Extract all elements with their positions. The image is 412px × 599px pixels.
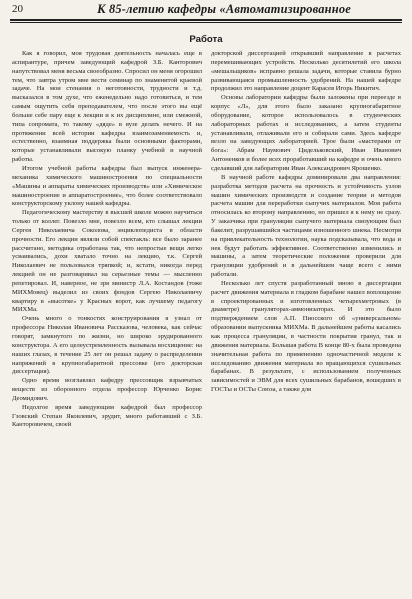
page-number: 20 xyxy=(12,3,23,15)
paragraph: В научной работе кафедры доминировали два направления: разработка методов расчета на прочность и устойчивость узлов машин химических производств и создание теории и методов расчета машин для переработки сыпучих материалов. Моя работа относилась ко второму направлению, но пришел я к нему не сразу. У заказчика при грануляции сыпучего материала связующим был бакелит, разрушавшийся частицами изношенного шнека. Несмотря на привлекательность технологии, наука подсказывала, что вода и нек будут работать эффективнее. Соответственно изменились и машины, а затем теоретические положения проверили для грануляции удобрений и в дальнейшем чаще всего с ними работали. xyxy=(211,173,401,279)
paragraph: докторской диссертацией открывший направление в расчетах перемешивающих устройств. Несколько десятилетий его школа «мешальщиков» исправно решала задачи, которые ставила бурно развивающаяся промышленность удобрений. На нашей кафедре продолжил это направление доцент Карасев Игорь Никитич. xyxy=(211,50,401,93)
header-rule-thin xyxy=(10,22,402,23)
paragraph: Одно время возглавлял кафедру прессовщик взрывчатых веществ из оборонного отдела профессор Юрченко Борис Деомидович. xyxy=(12,377,202,402)
right-column xyxy=(211,50,401,590)
left-column xyxy=(12,50,202,590)
paragraph: Очень много о тонкостях конструирования я узнал от профессора Николая Ивановича Рассказова, человека, как сейчас говорят, замкнутого по жизни, но широко эрудированного конструктора. А его целеустремленность вызывала восхищение: на наших глазах, в течение 25 лет он решал задачу о распределении напряжений в крупногабаритной прессовке (его докторская диссертация). xyxy=(12,315,202,376)
paragraph: Недолгое время заведующим кафедрой был профессор Гзовский Степан Яковлевич, эрудит, много работавший с З.Б. Канторовичем, своей xyxy=(12,403,202,429)
paragraph: Основы лаборатории кафедры были заложены при переезде в корпус «Л», для этого было заказано крупногабаритное оборудование, которое использовалось в студенческих лабораторных работах и исследованиях, а затем студенты устанавливали, отлаживали его и собирали сами. Здесь кафедре везло на заведующих лабораторией. Трое были «мастерами от бога»: Абрам Наумович Цидельковский, Иван Иванович Антоненков и более всех проработавший на кафедре и очень много сделавший для лаборатории Иван Александрович Ярошенко. xyxy=(211,94,401,172)
header-rule-thick xyxy=(10,19,402,21)
paragraph: Итогом учебной работы кафедры был выпуск инженера-механика химического машиностроения по специальности «Машины и аппараты химических производств» или «Химическое машиностроение и аппаратостроение», что более соответствовало конструкторскому уклону нашей кафедры. xyxy=(12,164,202,208)
paragraph: Как я говорил, моя трудовая деятельность началась еще в аспирантуре, причем заведующий кафедрой З.Б. Канторович напутствовал меня весьма своеобразно. Спросил он меня огорошил тем, что завтра утром мне вести семинар по знаменитой краевой задаче. На мои стенания о неготовности, трудности и т.д. высказался в том духе, что еженедельно надо готовиться, и тем самым ощутить себя преподавателем, что после этого вы ещё больше себе пару еще к лекции и к их дисциплине, или смежной, типа сопромата, то такому «дяде» в вузе делать нечего. И на протяжении всей истории кафедры взаимозаменяемость и, естественно, взаимная поддержка были основными факторами, которые устанавливали высокую планку учебной и научной работы. xyxy=(12,50,202,164)
paragraph: Несколько лет спустя разработанный мною в диссертации расчет движения материала в гладком барабане нашел воплощение в спроектированных и изготовленных четырехметровых (в диаметре) грануляторах-аммонизаторах. И это было подтверждением слов А.П. Пиосского об «универсальном» образовании выпускника МИХМа. В дальнейшем работы касались как процесса грануляции, в частности покрытия гранул, так и движения материала. Большая работа В конце 80-х была проведена значительная работа по применению одночастичной модели к исследованию движения материала во вращающихся сушильных барабанах. В результате, с использованием полученных зависимостей и ЭВМ для всех сушильных барабанов, вошедших в ГОСТы и ОСТы Союза, а также для xyxy=(211,279,401,394)
section-title: Работа xyxy=(189,34,223,45)
running-header xyxy=(0,0,412,22)
paragraph: Педагогическому мастерству в высшей школе можно научиться только от коллег. Повезло мне, повезло всем, кто слышал лекции Сергея Николаевича Соколова, энциклопедиста в области прочности. Его лекции являли собой спектакль: все было заранее рассчитано, методика отработана так, что непростые вещи легко усваивались, дохи хватало точно на лекцию, т.к. Сергей Николаевич не пользовался тряпкой; и, кстати, никогда перед лекцией он не разговаривал на серьезные темы — мысленно репетировал. И, наверное, не зря министр Л.А. Костандов (тоже МИХМовец) выделил из своих фондов Сергею Николаевичу квартиру в «высотке» у Красных ворот, как лучшему педагогу МИХМа. xyxy=(12,209,202,314)
running-title: К 85-летию кафедры «Автоматизированное xyxy=(97,2,351,16)
